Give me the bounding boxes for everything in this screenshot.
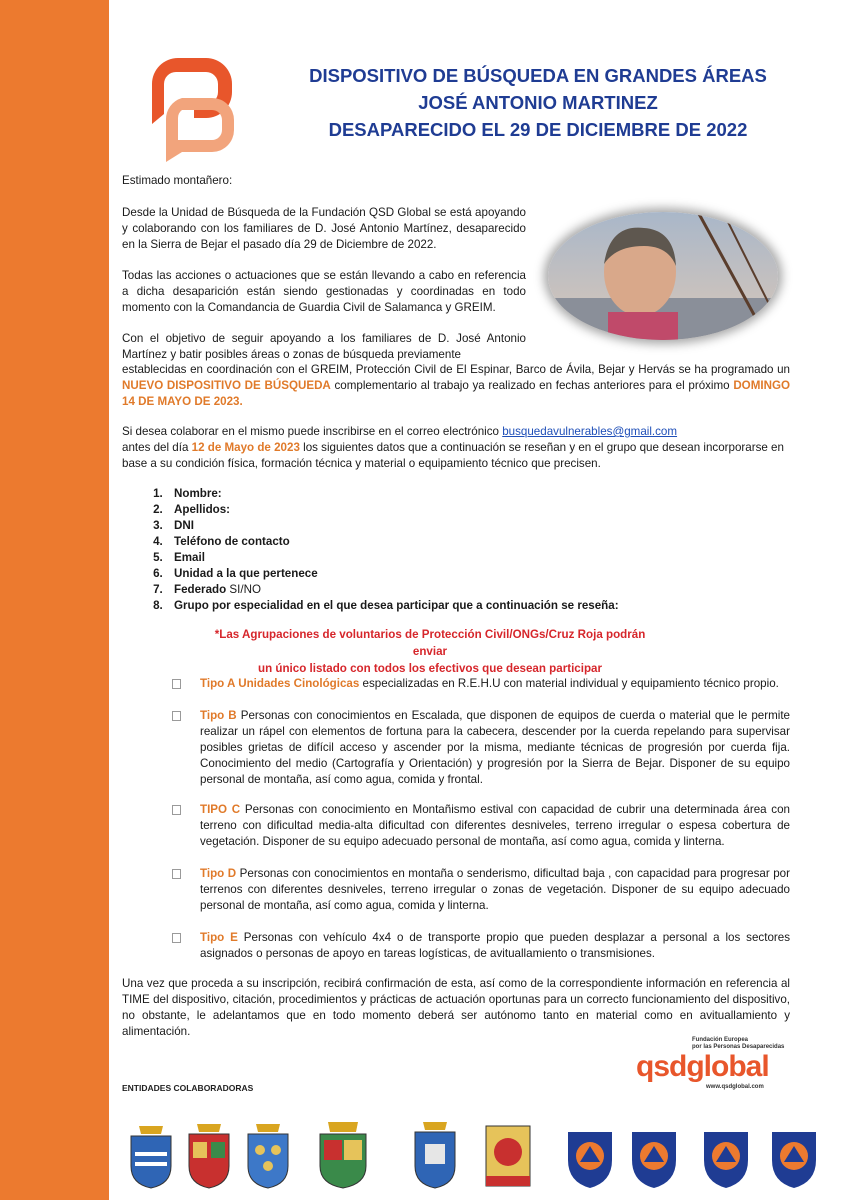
missing-person-photo [548,212,778,340]
checkbox-icon[interactable] [172,869,181,879]
group-type-e: Tipo E Personas con vehículo 4x4 o de transporte propio que pueden desplazar a personal a los sectores asignados o personas de apoyo en tareas logísticas, de avituallamiento o transmisiones. [172,930,790,962]
list-item: 1. Nombre: [166,486,619,502]
volunteer-groups-notice: *Las Agrupaciones de voluntarios de Protección Civil/ONGs/Cruz Roja podrán enviar un único listado con todos los efectivos que desean participar [214,628,646,675]
madrid-badge-icon [482,1118,534,1190]
page-title [268,62,808,143]
qsd-global-logo: Fundación Europea por las Personas Desaparecidas qsdglobal www.qsdglobal.com [636,1037,785,1090]
new-search-highlight: NUEVO DISPOSITIVO DE BÚSQUEDA [122,379,331,392]
paragraph-intro: Desde la Unidad de Búsqueda de la Fundación QSD Global se está apoyando y colaborando con los familiares de D. José Antonio Martínez, desaparecido en la Sierra de Bejar el pasado día 29 de Diciembre de 2022. [122,206,526,251]
title-line-2: JOSÉ ANTONIO MARTINEZ [418,92,658,113]
list-item: 6. Unidad a la que pertenece [166,566,619,582]
group-type-a: Tipo A Unidades Cinológicas especializadas en R.E.H.U con material individual y equipamiento técnico propio. [172,676,790,692]
paragraph-coordination: Todas las acciones o actuaciones que se están llevando a cabo en referencia a dicha desaparición están siendo gestionadas y coordinadas en todo momento con la Comandancia de Guardia Civil de Salamanca y GREIM. [122,269,526,314]
paragraph-objective-part2: establecidas en coordinación con el GREIM, Protección Civil de El Espinar, Barco de Ávila, Bejar y Hervás se ha programado un NUEVO DISPOSITIVO DE BÚSQUEDA complementario al trabajo ya realizado en fechas anteriores para el próximo DOMINGO 14 DE MAYO DE 2023. [122,363,790,408]
title-line-1: DISPOSITIVO DE BÚSQUEDA EN GRANDES ÁREAS [309,65,767,86]
checkbox-icon[interactable] [172,711,181,721]
required-fields-list [118,486,619,614]
checkbox-icon[interactable] [172,805,181,815]
federado-value: SI/NO [229,583,261,596]
list-item: 7. Federado SI/NO [166,582,619,598]
proteccion-civil-badge-1-icon [564,1118,616,1190]
search-date-highlight: DOMINGO 14 DE MAYO DE 2023. [122,379,790,408]
orange-side-bar [0,0,109,1200]
group-type-c: TIPO C Personas con conocimiento en Montañismo estival con capacidad de cubrir una determinada área con terreno con dificultad media-alta dificultad con diferentes desniveles, terreno irregular o espesa cobertura de vegetación. Disponer de su equipo adecuado personal de montaña, así como agua, comida y linterna. [172,802,790,850]
checkbox-icon[interactable] [172,679,181,689]
paragraph-closing: Una vez que proceda a su inscripción, recibirá confirmación de esta, así como de la correspondiente información en referencia al TIME del dispositivo, citación, procedimientos y prácticas de actuación oportunas para un correcto funcionamiento del dispositivo, no obstante, le adelantamos que en todo momento deberá ser autónomo tanto en material como en avituallamiento y alimentación. [122,977,790,1038]
municipal-crest-3-icon [242,1118,294,1190]
checkbox-icon[interactable] [172,933,181,943]
group-type-d: Tipo D Personas con conocimientos en montaña o senderismo, dificultad baja , con capacidad para progresar por terrenos con diferentes desniveles, terreno irregular o zonas de vegetación. Disponer de su equipo adecuado personal de montaña, así como agua, comida y linterna. [172,866,790,914]
title-line-3: DESAPARECIDO EL 29 DE DICIEMBRE DE 2022 [328,119,748,140]
paragraph-registration: Si desea colaborar en el mismo puede inscribirse en el correo electrónico busquedavulnerables@gmail.com antes del día 12 de Mayo de 2023 los siguientes datos que a continuación se reseñan y en el grupo que desean incorporarse en base a su condición física, formación técnica y material o equipamiento técnico que precisen. [122,425,784,470]
municipal-crest-5-icon [409,1118,461,1190]
list-item: 8. Grupo por especialidad en el que desea participar que a continuación se reseña: [166,598,619,614]
proteccion-civil-badge-2-icon [628,1118,680,1190]
proteccion-civil-badge-3-icon [700,1118,752,1190]
list-item: 4. Teléfono de contacto [166,534,619,550]
deadline-highlight: 12 de Mayo de 2023 [191,441,300,454]
collaborating-entities-label: ENTIDADES COLABORADORAS [122,1083,254,1093]
registration-email-link[interactable]: busquedavulnerables@gmail.com [502,425,678,438]
list-item: 2. Apellidos: [166,502,619,518]
list-item: 5. Email [166,550,619,566]
qsd-speech-bubble-logo [138,52,240,162]
group-type-b: Tipo B Personas con conocimientos en Escalada, que disponen de equipos de cuerda o material que le permite realizar un rápel con elementos de fortuna para la cabecera, descender por la cuerda repelando para supervisar posibles grietas de difícil acceso y ascender por la misma, mediante técnicas de progresión por cuerda fija. Conocimiento del medio (Cartografía y Orientación) y progresión por la Sierra de Bejar. Disponer de su equipo personal de montaña, así como agua, comida y frontal. [172,708,790,788]
greeting: Estimado montañero: [122,174,233,187]
municipal-crest-2-icon [183,1118,235,1190]
list-item: 3. DNI [166,518,619,534]
proteccion-civil-badge-4-icon [768,1118,820,1190]
paragraph-objective-part1: Con el objetivo de seguir apoyando a los familiares de D. José Antonio Martínez y batir posibles áreas o zonas de búsqueda previamente [122,332,526,361]
municipal-crest-4-icon [310,1118,376,1190]
municipal-crest-1-icon [125,1118,177,1190]
